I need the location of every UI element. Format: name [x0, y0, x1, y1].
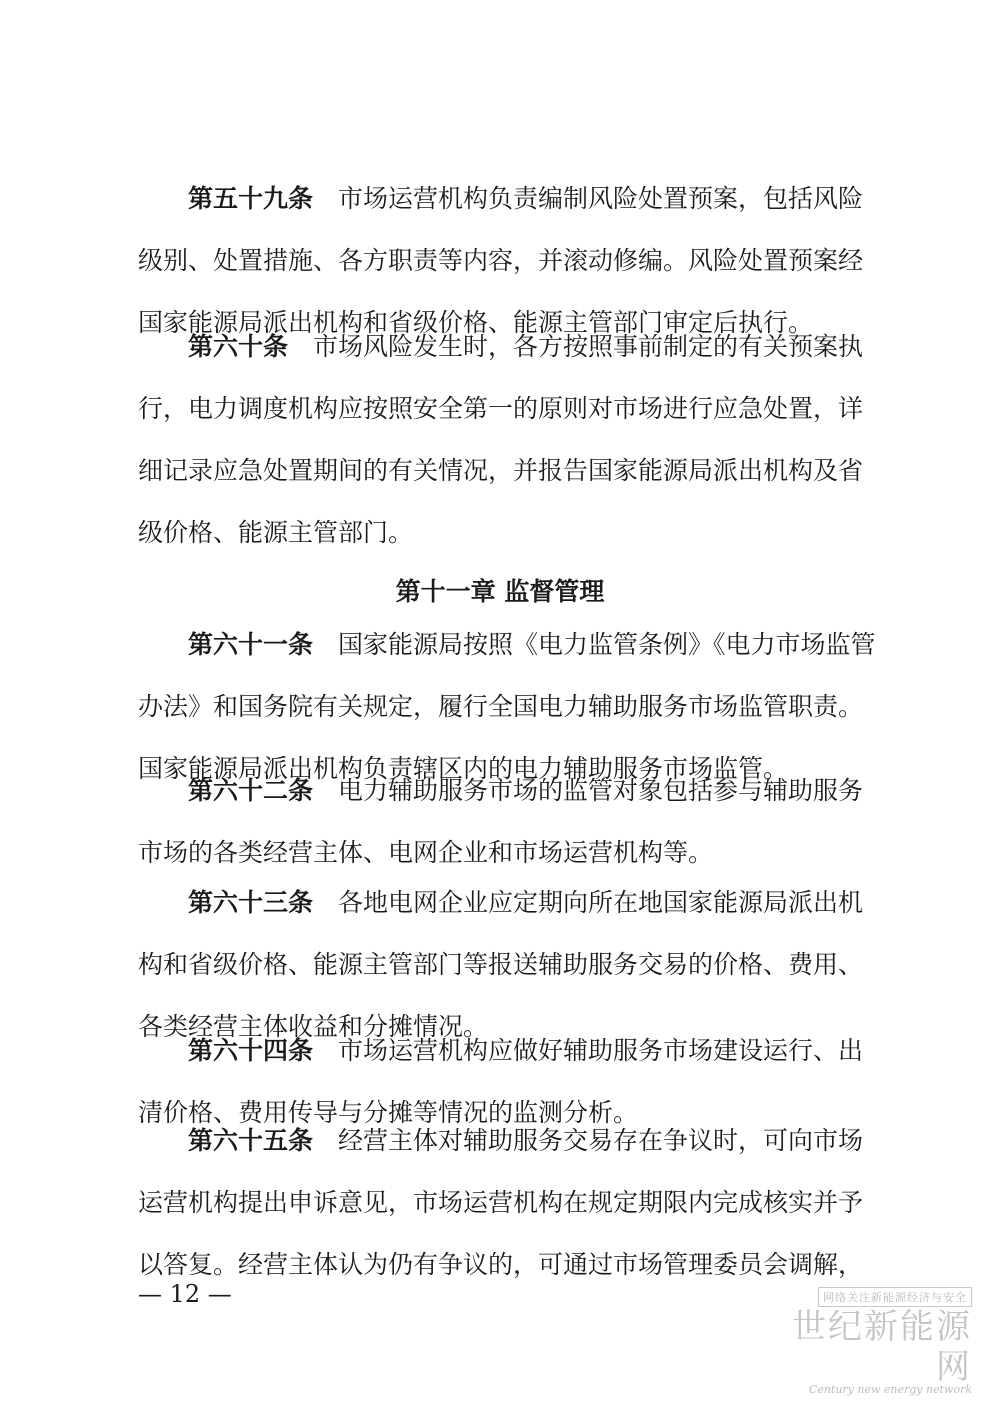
- article-64-line-2: 清价格、费用传导与分摊等情况的监测分析。: [138, 1098, 639, 1127]
- article-62-line-2: 市场的各类经营主体、电网企业和市场运营机构等。: [138, 838, 714, 867]
- article-63-line-2: 构和省级价格、能源主管部门等报送辅助服务交易的价格、费用、: [138, 950, 864, 979]
- article-65-title: 第六十五条: [188, 1126, 314, 1155]
- watermark-logo: [762, 1286, 972, 1396]
- article-60-line-4: 级价格、能源主管部门。: [138, 518, 414, 547]
- article-59-text-1: 市场运营机构负责编制风险处置预案，包括风险: [338, 184, 864, 213]
- page-number: — 12 —: [138, 1280, 232, 1308]
- article-65-line-3: 以答复。经营主体认为仍有争议的，可通过市场管理委员会调解，: [138, 1250, 864, 1279]
- watermark-slogan: 网络关注新能源经济与安全: [818, 1287, 972, 1307]
- article-65-line-2: 运营机构提出申诉意见，市场运营机构在规定期限内完成核实并予: [138, 1188, 864, 1217]
- article-63-text-1: 各地电网企业应定期向所在地国家能源局派出机: [338, 888, 864, 917]
- article-64-text-1: 市场运营机构应做好辅助服务市场建设运行、出: [338, 1036, 864, 1065]
- article-59-line-3: 国家能源局派出机构和省级价格、能源主管部门审定后执行。: [138, 308, 814, 337]
- article-59-line-1: [138, 168, 862, 230]
- article-65: [138, 1110, 862, 1296]
- article-61-text-1: 国家能源局按照《电力监管条例》《电力市场监管: [338, 630, 876, 659]
- article-61-title: 第六十一条: [188, 630, 314, 659]
- chapter-title: 第十一章 监督管理: [395, 577, 605, 606]
- article-60-line-2: 行，电力调度机构应按照安全第一的原则对市场进行应急处置，详: [138, 394, 864, 423]
- article-60-text-1: 市场风险发生时，各方按照事前制定的有关预案执: [313, 332, 864, 361]
- article-63-line-3: 各类经营主体收益和分摊情况。: [138, 1012, 489, 1041]
- watermark-english: Century new energy network: [808, 1383, 972, 1396]
- article-62-text-1: 电力辅助服务市场的监管对象包括参与辅助服务: [338, 776, 864, 805]
- article-63-line-1: [138, 872, 862, 934]
- article-60-title: 第六十条: [188, 332, 289, 361]
- article-65-line-1: [138, 1110, 862, 1172]
- article-59-line-2: 级别、处置措施、各方职责等内容，并滚动修编。风险处置预案经: [138, 246, 864, 275]
- article-64-title: 第六十四条: [188, 1036, 314, 1065]
- article-62-title: 第六十二条: [188, 776, 314, 805]
- article-64-line-1: [138, 1020, 862, 1082]
- article-63-title: 第六十三条: [188, 888, 314, 917]
- article-61-line-2: 办法》和国务院有关规定，履行全国电力辅助服务市场监管职责。: [138, 692, 864, 721]
- article-60-line-3: 细记录应急处置期间的有关情况，并报告国家能源局派出机构及省: [138, 456, 864, 485]
- article-60-line-1: [138, 316, 862, 378]
- article-62-line-1: [138, 760, 862, 822]
- article-61-line-1: [138, 614, 876, 676]
- article-65-text-1: 经营主体对辅助服务交易存在争议时，可向市场: [338, 1126, 864, 1155]
- watermark-name: 世纪新能源网: [792, 1307, 972, 1387]
- article-59-title: 第五十九条: [188, 184, 314, 213]
- article-62: [138, 760, 862, 884]
- article-61-line-3: 国家能源局派出机构负责辖区内的电力辅助服务市场监管。: [138, 754, 789, 783]
- article-60: [138, 316, 862, 564]
